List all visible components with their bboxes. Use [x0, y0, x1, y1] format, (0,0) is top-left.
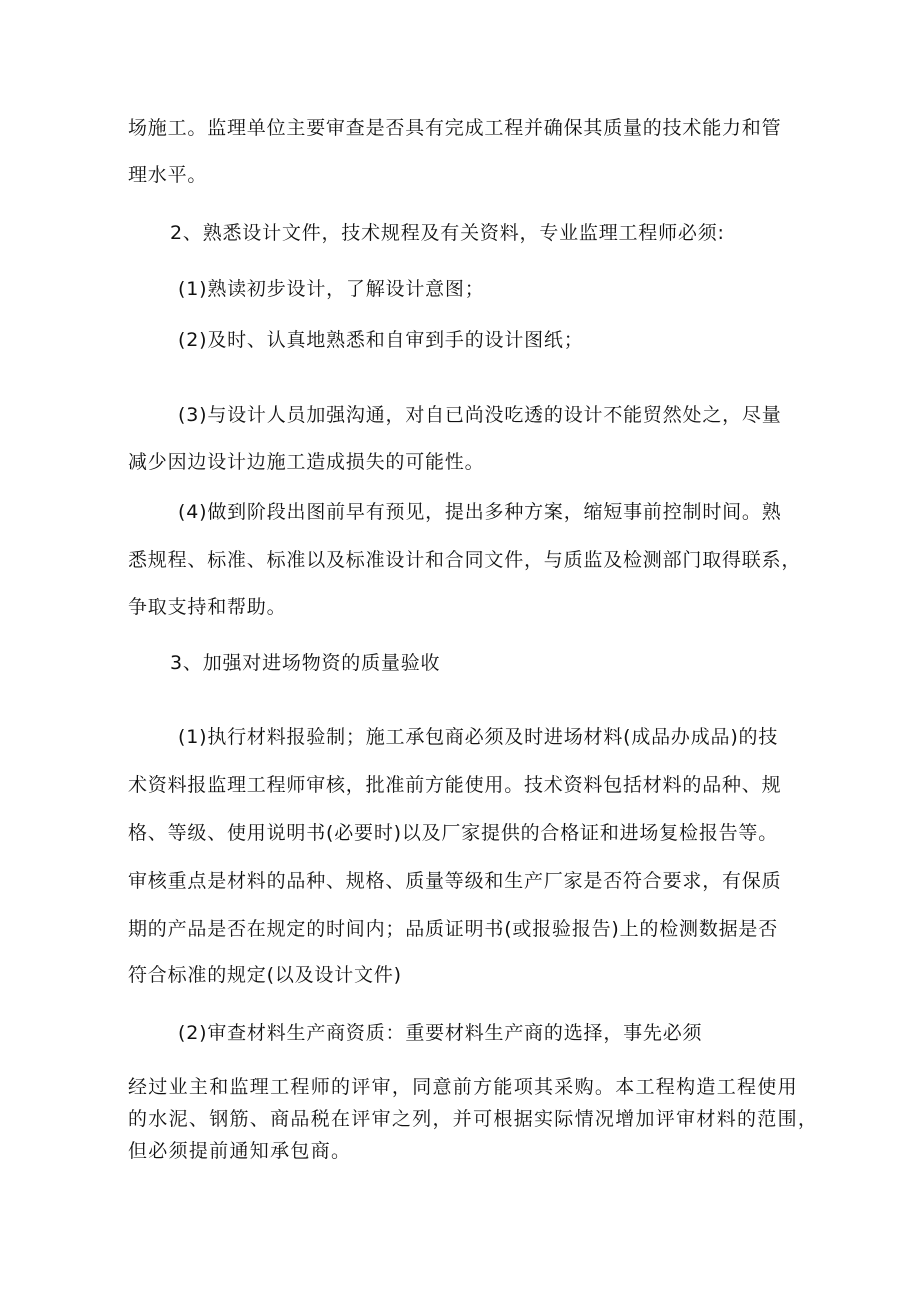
paragraph-line: 的水泥、钢筋、商品税在评审之列，并可根据实际情况增加评审材料的范围， [128, 1108, 819, 1130]
paragraph-line: 理水平。 [128, 164, 208, 186]
list-item: (2)审查材料生产商资质：重要材料生产商的选择，事先必须 [178, 1022, 703, 1044]
paragraph-line: 但必须提前通知承包商。 [128, 1140, 352, 1162]
paragraph-line: 争取支持和帮助。 [128, 596, 287, 618]
paragraph-line: 格、等级、使用说明书(必要时)以及厂家提供的合格证和进场复检报告等。 [128, 822, 779, 844]
paragraph-line: 悉规程、标准、标准以及标准设计和合同文件，与质监及检测部门取得联系， [128, 549, 802, 571]
list-item: (1)执行材料报验制；施工承包商必须及时进场材料(成品办成品)的技 [178, 726, 779, 748]
list-item: (3)与设计人员加强沟通，对自已尚没吃透的设计不能贸然处之，尽量 [178, 404, 782, 426]
paragraph-line: 场施工。监理单位主要审查是否具有完成工程并确保其质量的技术能力和管 [128, 117, 782, 139]
paragraph-line: 术资料报监理工程师审核，批准前方能使用。技术资料包括材料的品种、规 [128, 774, 782, 796]
paragraph-line: 期的产品是否在规定的时间内；品质证明书(或报验报告)上的检测数据是否 [128, 918, 779, 940]
list-item: (1)熟读初步设计，了解设计意图； [178, 278, 485, 300]
paragraph-line: 减少因边设计边施工造成损失的可能性。 [128, 451, 485, 473]
section-heading: 2、熟悉设计文件，技术规程及有关资料，专业监理工程师必须: [170, 222, 725, 244]
section-heading: 3、加强对进场物资的质量验收 [170, 652, 441, 674]
paragraph-line: 审核重点是材料的品种、规格、质量等级和生产厂家是否符合要求，有保质 [128, 870, 782, 892]
paragraph-line: 经过业主和监理工程师的评审，同意前方能项其采购。本工程构造工程使用 [128, 1076, 798, 1098]
list-item: (2)及时、认真地熟悉和自审到手的设计图纸； [178, 329, 584, 351]
paragraph-line: 符合标准的规定(以及设计文件) [128, 964, 402, 986]
list-item: (4)做到阶段出图前早有预见，提出多种方案，缩短事前控制时间。熟 [178, 501, 782, 523]
